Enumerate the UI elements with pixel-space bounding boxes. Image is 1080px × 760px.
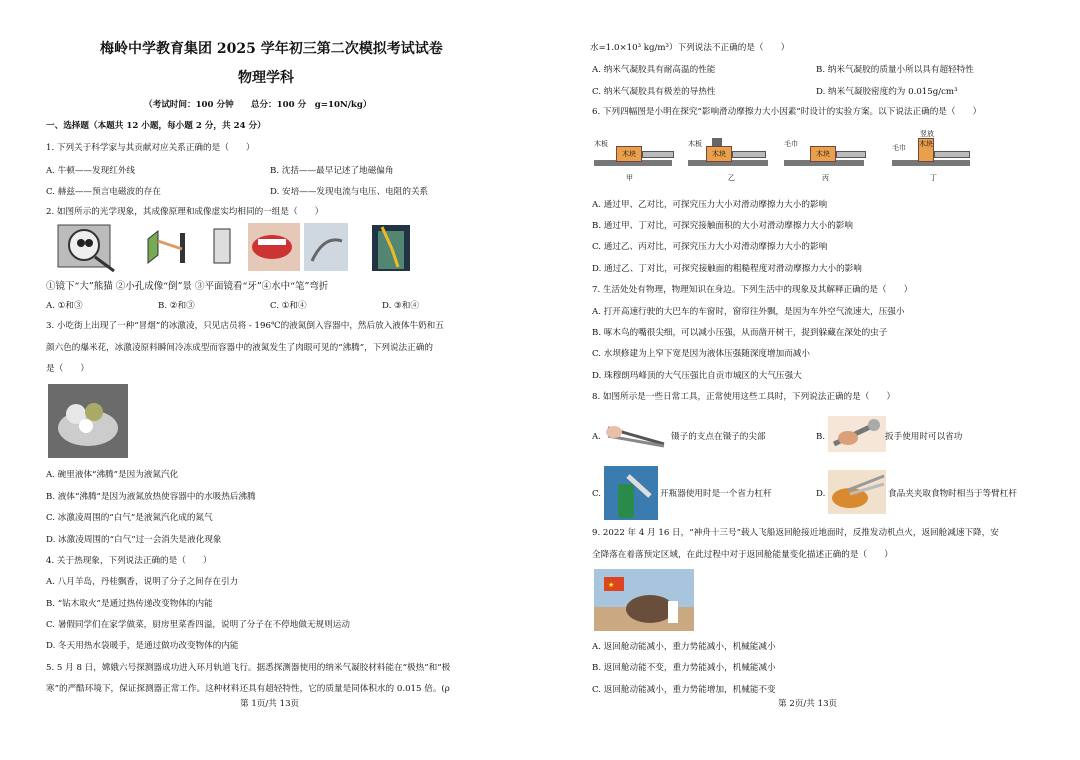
q6-label-towel-1: 毛巾 <box>784 140 798 148</box>
return-capsule-image <box>594 569 694 631</box>
weight-icon <box>712 138 722 146</box>
exam-title: 梅岭中学教育集团 2025 学年初三第二次模拟考试试卷 <box>100 41 443 57</box>
q6-label-vertical: 竖放 <box>920 130 934 138</box>
q8-option-a-label: A. <box>592 432 601 442</box>
q6-panel-yi: 乙 <box>728 174 735 182</box>
q8-stem: 8. 如图所示是一些日常工具，正常使用这些工具时，下列说法正确的是（ ） <box>592 392 896 402</box>
q3-stem-line1: 3. 小吃街上出现了一种“冒烟”的冰激凌，只见店员将 - 196℃的液氮倒入容器中，然后放入液体牛奶和五 <box>46 321 444 331</box>
ice-cream-image <box>48 384 128 458</box>
q4-stem: 4. 关于热现象，下列说法正确的是（ ） <box>46 556 212 566</box>
q8-option-d-label: D. <box>816 489 826 499</box>
page-2 <box>588 0 1048 760</box>
q6-option-b: B. 通过甲、丁对比，可探究接触面积的大小对滑动摩擦力大小的影响 <box>592 221 853 231</box>
q6-block-3: 木块 <box>810 146 836 162</box>
page-footer-1: 第 1页/共 13页 <box>240 699 300 709</box>
mirror-teeth-image <box>248 223 300 271</box>
q9-option-c: C. 返回舱动能减小，重力势能增加，机械能不变 <box>592 685 776 695</box>
magnifier-panda-image <box>58 225 114 271</box>
q2-stem: 2. 如图所示的光学现象，其成像原理和成像虚实均相同的一组是（ ） <box>46 207 324 217</box>
wrench-image <box>828 416 886 452</box>
q1-option-a: A. 牛顿——发现红外线 <box>46 166 136 176</box>
q9-stem-line2: 全降落在着落预定区域，在此过程中对于返回舱能量变化描述正确的是（ ） <box>592 550 893 560</box>
q9-option-a: A. 返回舱动能减小，重力势能减小，机械能减小 <box>592 642 776 652</box>
q4-option-a: A. 八月羊岛，丹桂飘香，说明了分子之间存在引力 <box>46 577 239 587</box>
q9-stem-line1: 9. 2022 年 4 月 16 日，“神舟十三号”载人飞船返回舱接近地面时，反推发动机点火，返回舱减速下降，安 <box>592 528 999 538</box>
q6-option-d: D. 通过乙、丁对比，可探究接触面的粗糙程度对滑动摩擦力大小的影响 <box>592 264 862 274</box>
q1-option-d: D. 安培——发现电流与电压、电阻的关系 <box>270 187 429 197</box>
q1-stem: 1. 下列关于科学家与其贡献对应关系正确的是（ ） <box>46 143 255 153</box>
q6-block-1: 木块 <box>616 146 642 162</box>
section-heading: 一、选择题（本题共 12 小题，每小题 2 分，共 24 分） <box>46 121 266 131</box>
spring-scale-4 <box>934 151 970 158</box>
q3-option-b: B. 液体“沸腾”是因为液氮放热使容器中的水吸热后沸腾 <box>46 492 256 502</box>
q6-block-4: 木块 <box>918 138 934 162</box>
q2-option-c: C. ①和④ <box>270 301 307 311</box>
q1-option-b: B. 沈括——最早记述了地磁偏角 <box>270 166 394 176</box>
q6-block-2: 木块 <box>706 146 732 162</box>
q5-option-b: B. 纳米气凝胶的质量小所以具有超轻特性 <box>816 65 974 75</box>
q3-stem-line2: 颜六色的爆米花，冰激凌原料瞬间冷冻成型而容器中的液氮发生了肉眼可见的“沸腾”，下列说法正确的 <box>46 343 433 353</box>
q6-label-board-2: 木板 <box>688 140 702 148</box>
q3-option-d: D. 冰激凌周围的“白气”过一会消失是液化现象 <box>46 535 222 545</box>
q6-label-board-1: 木板 <box>594 140 608 148</box>
q2-figures <box>54 221 414 275</box>
q5-option-a: A. 纳米气凝胶具有耐高温的性能 <box>592 65 716 75</box>
q8-option-a: 镊子的支点在镊子的尖部 <box>671 432 766 442</box>
q6-stem: 6. 下列四幅图是小明在探究“影响滑动摩擦力大小因素”时设计的实验方案。以下说法正确的是（ ） <box>592 107 982 117</box>
pinhole-image <box>148 229 230 263</box>
spring-scale-1 <box>642 151 674 158</box>
exam-info: （考试时间：100 分钟 总分：100 分 g=10N/kg） <box>144 100 372 110</box>
q5-option-c: C. 纳米气凝胶具有极差的导热性 <box>592 87 716 97</box>
q6-figures <box>594 126 974 190</box>
q1-option-c: C. 赫兹——预言电磁波的存在 <box>46 187 161 197</box>
q4-option-d: D. 冬天用热水袋暖手，是通过做功改变物体的内能 <box>46 641 239 651</box>
page-1 <box>40 0 500 760</box>
q9-option-b: B. 返回舱动能不变，重力势能减小，机械能减小 <box>592 663 776 673</box>
spring-scale-2 <box>732 151 766 158</box>
q7-option-a: A. 打开高速行驶的大巴车的车窗时，窗帘往外飘，是因为车外空气流速大，压强小 <box>592 307 905 317</box>
q8-option-c: 开瓶器使用时是一个省力杠杆 <box>660 489 772 499</box>
q2-option-b: B. ②和③ <box>158 301 195 311</box>
q4-option-b: B. “钻木取火”是通过热传递改变物体的内能 <box>46 599 213 609</box>
pencil-in-water-image <box>372 225 410 271</box>
food-tongs-image <box>828 470 886 514</box>
svg-text:★: ★ <box>608 581 615 589</box>
q7-option-c: C. 水坝修建为上窄下宽是因为液体压强随深度增加而减小 <box>592 349 810 359</box>
q8-option-b: 扳手使用时可以省功 <box>885 432 963 442</box>
q3-stem-line3: 是（ ） <box>46 364 89 374</box>
q8-option-c-label: C. <box>592 489 602 499</box>
page-footer-2: 第 2页/共 13页 <box>778 699 838 709</box>
q7-stem: 7. 生活处处有物理，物理知识在身边。下列生活中的现象及其解释正确的是（ ） <box>592 285 913 295</box>
q4-option-c: C. 暑假同学们在家学做菜，厨房里菜香四溢，说明了分子在不停地做无规则运动 <box>46 620 350 630</box>
q3-option-a: A. 碗里液体“沸腾”是因为液氮汽化 <box>46 470 179 480</box>
tweezers-image <box>604 414 668 456</box>
q5-stem-line2: 寒”的严酷环境下，保证探测器正常工作。这种材料还具有超轻特性，它的质量是同体积水的 0.015 倍。(ρ <box>46 684 450 694</box>
q5-stem-line1: 5. 5 月 8 日，嫦娥六号探测器成功进入环月轨道飞行。据悉探测器使用的纳米气凝胶材料能在“极热”和“极 <box>46 663 451 673</box>
hand-image <box>304 223 348 271</box>
q6-panel-bing: 丙 <box>822 174 829 182</box>
subject-title: 物理学科 <box>238 70 294 86</box>
q6-panel-ding: 丁 <box>930 174 937 182</box>
q5-stem-cont: 水=1.0×10³ kg/m³）下列说法不正确的是（ ） <box>590 43 790 53</box>
q8-option-d: 食品夹夹取食物时相当于等臂杠杆 <box>888 489 1017 499</box>
spring-scale-3 <box>836 151 866 158</box>
q6-panel-jia: 甲 <box>626 174 633 182</box>
q2-captions: ①镜下“大”熊猫 ②小孔成像“倒”景 ③平面镜看“牙”④水中“笔”弯折 <box>46 281 329 292</box>
q6-option-c: C. 通过乙、丙对比，可探究压力大小对滑动摩擦力大小的影响 <box>592 242 828 252</box>
q3-option-c: C. 冰激凌周围的“白气”是液氮汽化成的氮气 <box>46 513 213 523</box>
q8-option-b-label: B. <box>816 432 826 442</box>
q2-option-a: A. ①和③ <box>46 301 83 311</box>
q7-option-d: D. 珠穆朗玛峰顶的大气压强比自贡市城区的大气压强大 <box>592 371 802 381</box>
q6-label-towel-2: 毛巾 <box>892 144 906 152</box>
q2-option-d: D. ③和④ <box>382 301 419 311</box>
q7-option-b: B. 啄木鸟的嘴很尖细，可以减小压强，从而凿开树干，捉到躲藏在深处的虫子 <box>592 328 888 338</box>
q5-option-d: D. 纳米气凝胶密度约为 0.015g/cm³ <box>816 87 958 97</box>
q6-option-a: A. 通过甲、乙对比，可探究压力大小对滑动摩擦力大小的影响 <box>592 200 828 210</box>
bottle-opener-image <box>604 466 658 520</box>
